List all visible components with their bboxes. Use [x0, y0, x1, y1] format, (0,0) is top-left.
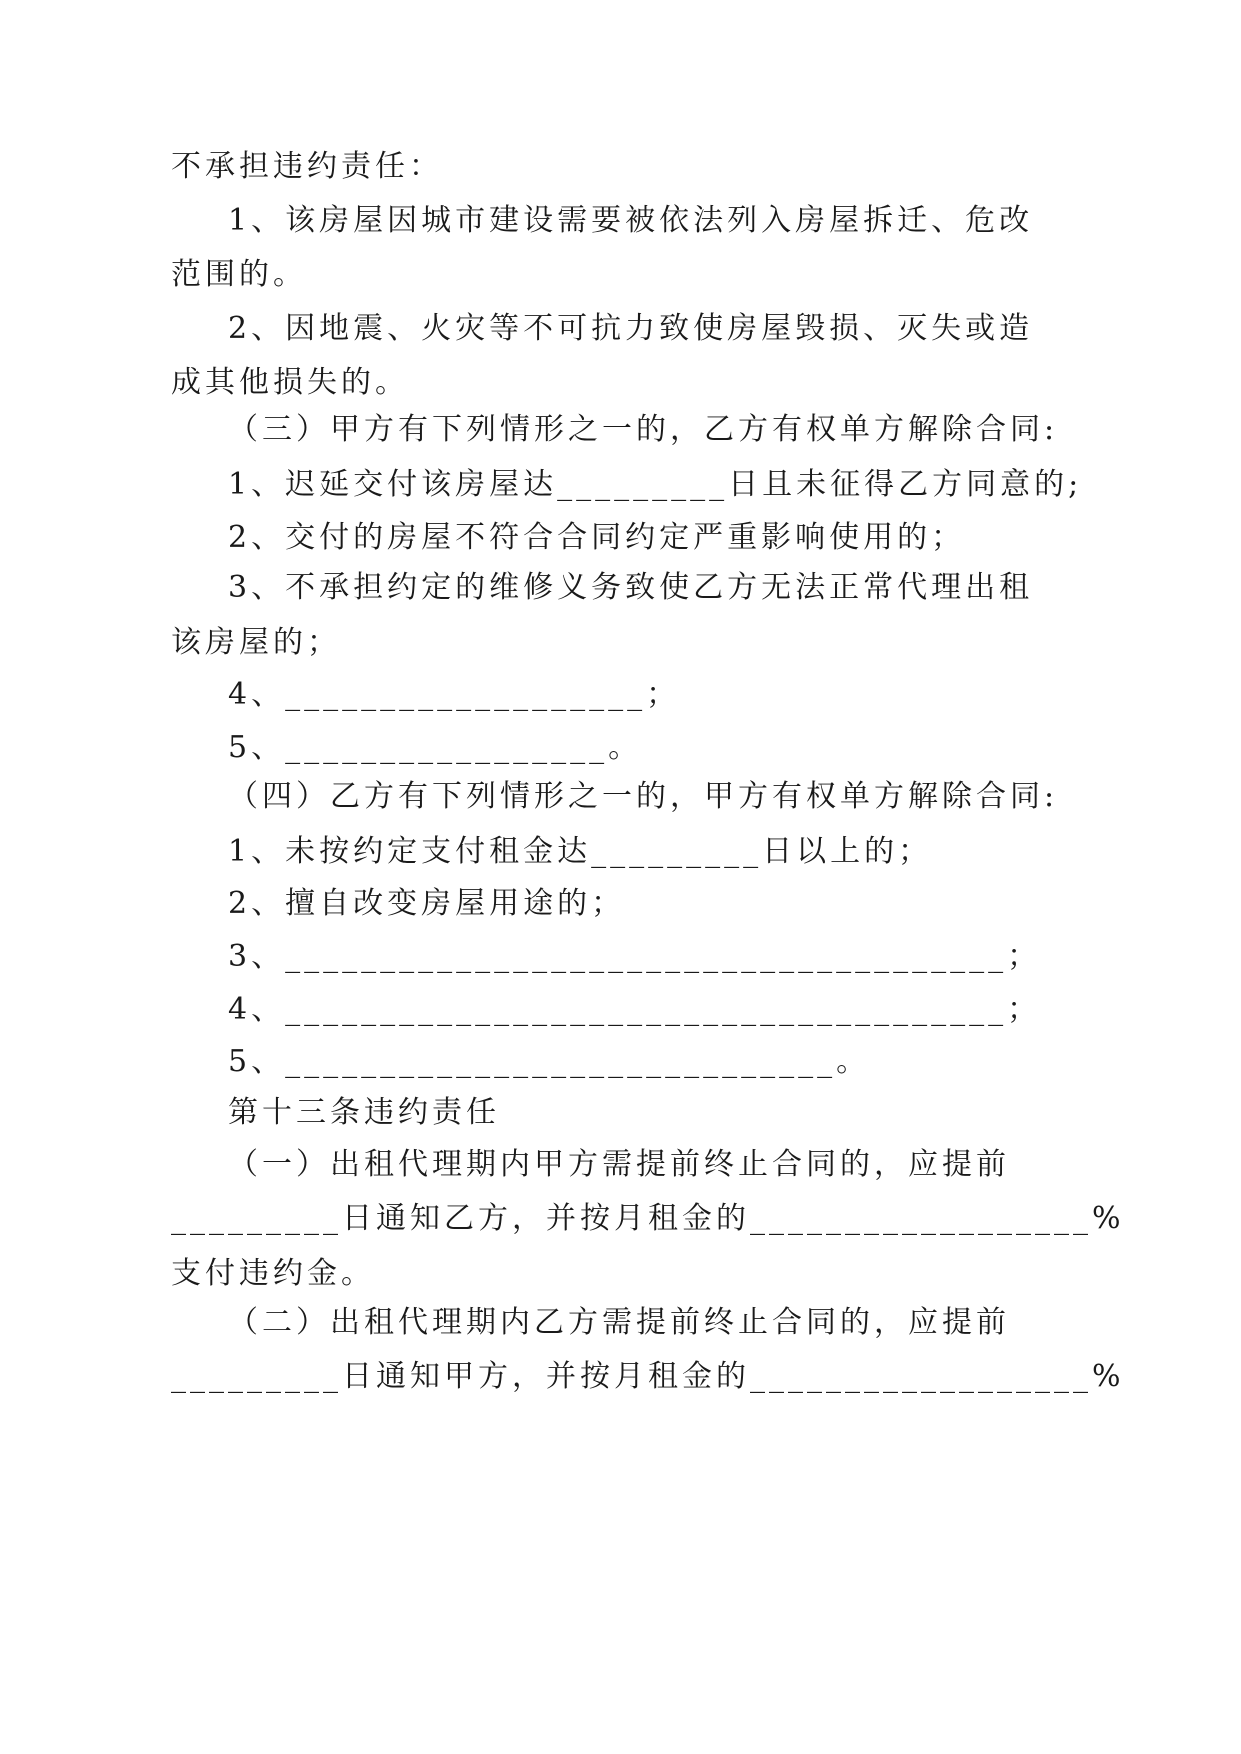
text-line: 范围的。 [171, 257, 307, 292]
text-line: 4、______________________________________； [228, 992, 1042, 1027]
text-line: 3、______________________________________； [228, 939, 1042, 974]
text-line: 支付违约金。 [171, 1256, 375, 1291]
section-heading: 第十三条违约责任 [228, 1095, 500, 1130]
text-line: 2、因地震、火灾等不可抗力致使房屋毁损、灭失或造 [228, 311, 1034, 346]
text-line: （一）出租代理期内甲方需提前终止合同的，应提前 [228, 1147, 1010, 1182]
text-line: 2、擅自改变房屋用途的； [228, 886, 626, 921]
text-line: 2、交付的房屋不符合合同约定严重影响使用的； [228, 520, 966, 555]
text-line: 3、不承担约定的维修义务致使乙方无法正常代理出租 [228, 570, 1034, 605]
text-line: 5、_________________。 [228, 730, 643, 765]
text-line: 1、该房屋因城市建设需要被依法列入房屋拆迁、危改 [228, 203, 1034, 238]
text-line: _________日通知乙方，并按月租金的__________________% [171, 1201, 1125, 1236]
text-line: 该房屋的； [171, 625, 341, 660]
text-line: （三）甲方有下列情形之一的，乙方有权单方解除合同: [228, 412, 1059, 447]
text-line: 4、___________________； [228, 677, 681, 712]
text-line: 5、_____________________________。 [228, 1044, 871, 1079]
text-line: _________日通知甲方，并按月租金的__________________% [171, 1359, 1125, 1394]
text-line: 1、迟延交付该房屋达_________日且未征得乙方同意的; [228, 467, 1083, 502]
text-line: 不承担违约责任： [171, 149, 443, 184]
text-line: 1、未按约定支付租金达_________日以上的； [228, 834, 933, 869]
text-line: 成其他损失的。 [171, 365, 409, 400]
text-line: （四）乙方有下列情形之一的，甲方有权单方解除合同: [228, 779, 1059, 814]
text-line: （二）出租代理期内乙方需提前终止合同的，应提前 [228, 1305, 1010, 1340]
